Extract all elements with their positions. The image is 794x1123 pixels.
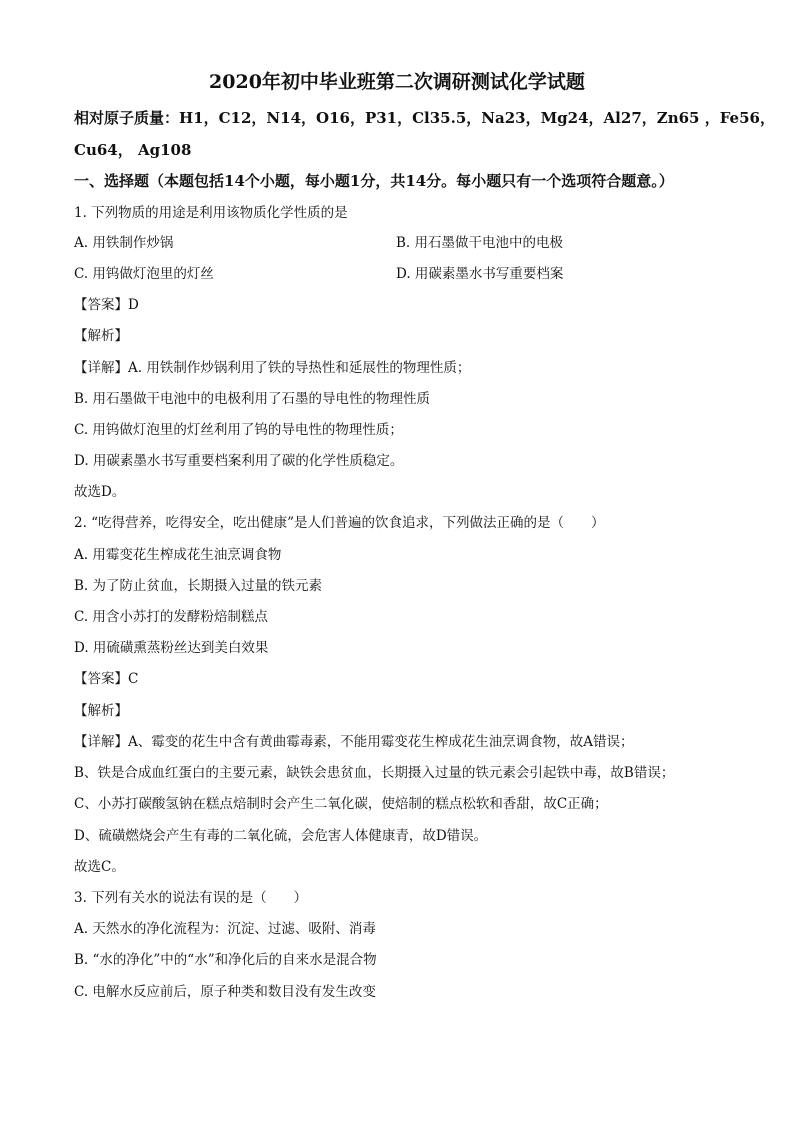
section-heading: 一、选择题（本题包括14个小题，每小题1分，共14分。每小题只有一个选项符合题意。） (74, 172, 674, 190)
q3-stem: 3. 下列有关水的说法有误的是（ ） (74, 890, 308, 906)
q2-option-a: A. 用霉变花生榨成花生油烹调食物 (74, 547, 282, 563)
q2-analysis-label: 【解析】 (74, 703, 128, 719)
q2-option-d: D. 用硫磺熏蒸粉丝达到美白效果 (74, 640, 269, 656)
q1-option-a: A. 用铁制作炒锅 (74, 235, 174, 251)
q1-conclusion: 故选D。 (74, 484, 126, 500)
q2-option-b: B. 为了防止贫血，长期摄入过量的铁元素 (74, 578, 323, 594)
q1-detail-1: 【详解】A. 用铁制作炒锅利用了铁的导热性和延展性的物理性质； (74, 360, 471, 376)
q1-option-d: D. 用碳素墨水书写重要档案 (396, 266, 564, 282)
q2-detail-2: B、铁是合成血红蛋白的主要元素，缺铁会患贫血，长期摄入过量的铁元素会引起铁中毒，故B错误； (74, 765, 675, 781)
q1-detail-2: B. 用石墨做干电池中的电极利用了石墨的导电性的物理性质 (74, 391, 431, 407)
q3-option-b: B. “水的净化”中的“水”和净化后的自来水是混合物 (74, 952, 377, 968)
q2-conclusion: 故选C。 (74, 859, 125, 875)
q1-detail-3: C. 用钨做灯泡里的灯丝利用了钨的导电性的物理性质； (74, 422, 403, 438)
q3-option-a: A. 天然水的净化流程为：沉淀、过滤、吸附、消毒 (74, 921, 376, 937)
atomic-mass-line-1: 相对原子质量：H1，C12，N14，O16，P31，Cl35.5，Na23，Mg24，Al27，Zn65 ，Fe56， (74, 109, 775, 127)
q2-detail-4: D、硫磺燃烧会产生有毒的二氧化硫，会危害人体健康青，故D错误。 (74, 828, 488, 844)
q3-option-c: C. 电解水反应前后，原子种类和数目没有发生改变 (74, 984, 376, 1000)
q1-analysis-label: 【解析】 (74, 328, 128, 344)
q2-detail-3: C、小苏打碳酸氢钠在糕点焙制时会产生二氧化碳，使焙制的糕点松软和香甜，故C正确； (74, 796, 608, 812)
atomic-mass-line-2: Cu64， Ag108 (74, 141, 192, 159)
q1-detail-4: D. 用碳素墨水书写重要档案利用了碳的化学性质稳定。 (74, 453, 404, 469)
q1-answer: 【答案】D (74, 297, 139, 313)
q2-detail-1: 【详解】A、霉变的花生中含有黄曲霉毒素，不能用霉变花生榨成花生油烹调食物，故A错误； (74, 734, 634, 750)
q1-option-c: C. 用钨做灯泡里的灯丝 (74, 266, 214, 282)
page-title: 2020年初中毕业班第二次调研测试化学试题 (209, 71, 585, 93)
q1-stem: 1. 下列物质的用途是利用该物质化学性质的是 (74, 205, 348, 221)
q2-answer: 【答案】C (74, 671, 139, 687)
q2-stem: 2. “吃得营养，吃得安全，吃出健康”是人们普遍的饮食追求，下列做法正确的是（ ） (74, 515, 605, 531)
q1-option-b: B. 用石墨做干电池中的电极 (396, 235, 564, 251)
q2-option-c: C. 用含小苏打的发酵粉焙制糕点 (74, 609, 268, 625)
